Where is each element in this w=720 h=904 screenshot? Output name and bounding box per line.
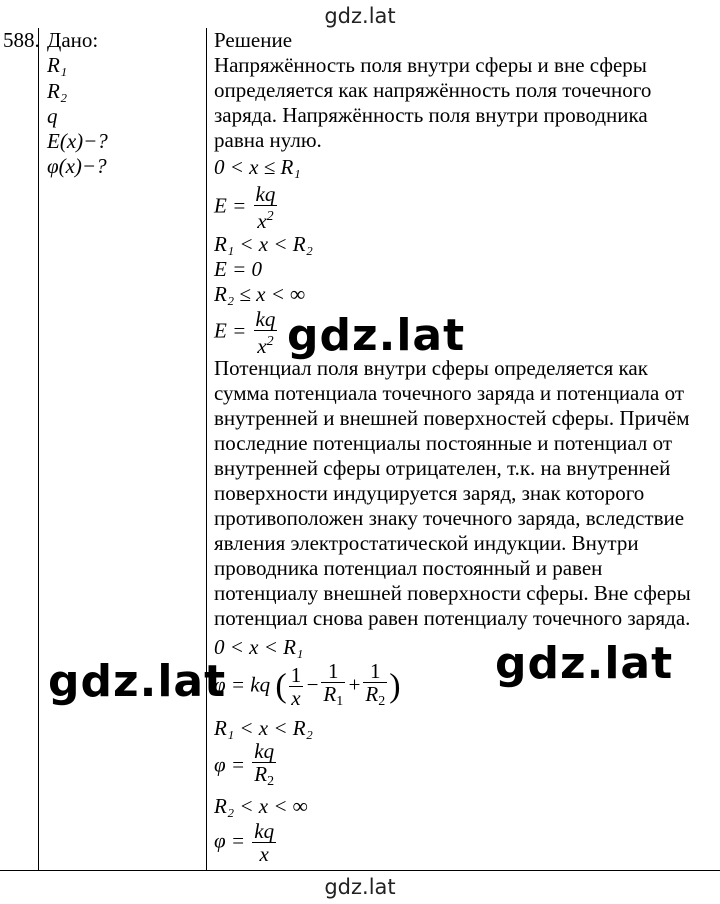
intro-paragraph [214, 53, 651, 153]
phi-zone2-condition: R₁ < x < R₂ [214, 716, 313, 740]
zone2-field: E = 0 [214, 257, 262, 281]
zone2-condition: R₁ < x < R₂ [214, 232, 313, 256]
text-line: внутренней и внешней поверхностей сферы. Причём [214, 406, 690, 430]
problem-number: 588. [3, 28, 40, 52]
text-line: последние потенциалы постоянные и потенциал от [214, 431, 673, 455]
left-divider [38, 28, 39, 870]
given-item: R₂ [47, 79, 68, 103]
potential-paragraph [214, 356, 691, 631]
text-line: потенциалу внешней поверхности сферы. Вне сферы [214, 581, 691, 605]
text-line: сумма потенциала точечного заряда и потенциала от [214, 381, 685, 405]
text-line: внутренней сферы отрицателен, т.к. на внутренней [214, 456, 671, 480]
text-line: противоположен знаку точечного заряда, вследствие [214, 506, 685, 530]
phi-zone1-condition: 0 < x < R₁ [214, 635, 304, 659]
given-header: Дано: [47, 28, 99, 52]
formula-phi-inner: φ = kq ( $\frac{1}{x}$ − $\frac{1}{R_1}$ + $\frac{1}{R_2}$ ) [214, 660, 401, 713]
formula-e-outside: E = $\frac{kq}{x^2}$ [214, 307, 276, 358]
given-block [47, 28, 202, 188]
text-line: потенциал снова равен потенциалу точечного заряда. [214, 606, 691, 630]
text-line: определяется как напряжённость поля точечного [214, 78, 652, 102]
watermark-bottom: gdz.lat [324, 875, 396, 899]
watermark-overlay: gdz.lat [287, 310, 466, 361]
zone3-condition: R₂ ≤ x < ∞ [214, 282, 306, 306]
bottom-rule [0, 870, 720, 871]
formula-phi-outside: φ = $\frac{kq}{x}$ [214, 819, 275, 866]
given-item: R₁ [47, 53, 68, 77]
text-line: явления электростатической индукции. Внутри [214, 531, 639, 555]
given-item: φ(x)−? [47, 154, 107, 178]
text-line: заряда. Напряжённость поля внутри проводника [214, 103, 648, 127]
text-line: Напряжённость поля внутри сферы и вне сферы [214, 53, 647, 77]
text-line: равна нулю. [214, 128, 322, 152]
text-line: проводника потенциал постоянный и равен [214, 556, 603, 580]
formula-e-point: E = $\frac{kq}{x^2}$ [214, 182, 276, 233]
given-item: q [47, 104, 58, 128]
text-line: поверхности индуцируется заряд, знак которого [214, 481, 645, 505]
column-divider [206, 28, 207, 870]
watermark-overlay: gdz.lat [495, 638, 674, 689]
solution-header: Решение [214, 28, 293, 52]
phi-zone3-condition: R₂ < x < ∞ [214, 794, 308, 818]
text-line: Потенциал поля внутри сферы определяется как [214, 356, 648, 380]
given-item: E(x)−? [47, 129, 108, 153]
zone1-condition: 0 < x ≤ R₁ [214, 155, 301, 179]
watermark-overlay: gdz.lat [48, 656, 227, 707]
watermark-top: gdz.lat [324, 4, 396, 28]
formula-phi-conductor: φ = $\frac{kq}{R_2}$ [214, 740, 278, 793]
